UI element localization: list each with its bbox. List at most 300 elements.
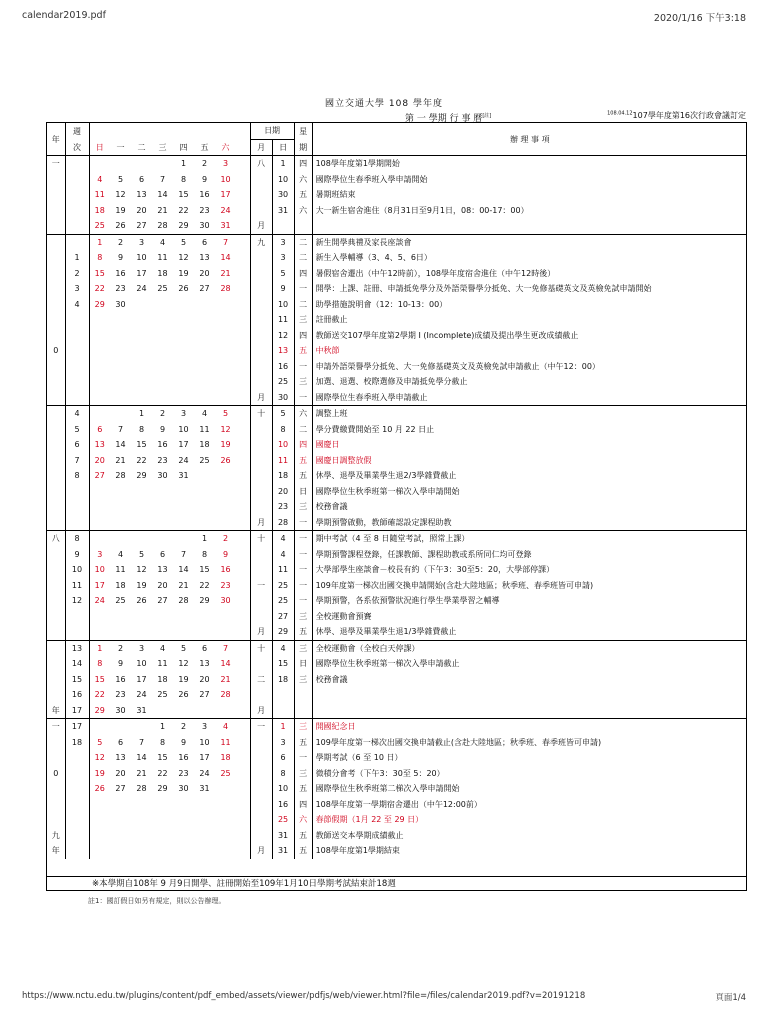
day-cell: 25 [199, 455, 210, 465]
day-cell: 12 [220, 424, 231, 434]
event-text: 108學年度第1學期開始 [315, 159, 400, 169]
day-cell: 16 [199, 190, 210, 200]
day-cell [131, 624, 152, 640]
day-cell: 4 [117, 549, 124, 559]
month-cell: 八 [250, 156, 272, 172]
day-cell: 8 [138, 424, 145, 434]
day-cell [215, 328, 236, 344]
day-cell: 8 [97, 253, 103, 263]
week-number [65, 609, 89, 625]
day-cell [194, 515, 215, 531]
year-cell [47, 172, 65, 188]
day-cell: 27 [94, 471, 105, 481]
weekday-cell: 六 [294, 406, 312, 422]
day-cell: 2 [201, 159, 208, 169]
calendar-row [47, 797, 747, 813]
event-text: 國際學位生春季班入學申請開始 [315, 174, 428, 184]
day-cell: 19 [220, 440, 231, 450]
day-cell: 24 [220, 205, 231, 215]
week-number [65, 343, 89, 359]
week-number [65, 187, 89, 203]
week-number [65, 828, 89, 844]
day-cell: 25 [157, 690, 168, 700]
day-cell: 5 [97, 737, 103, 747]
day-cell: 24 [178, 455, 189, 465]
weekday-cell: 四 [294, 156, 312, 172]
day-cell [194, 843, 215, 859]
day-cell: 28 [136, 784, 147, 794]
day-cell [194, 297, 215, 313]
day-cell: 25 [94, 221, 105, 231]
month-cell: 一 [250, 719, 272, 735]
day-cell: 4 [194, 406, 215, 422]
day-cell: 22 [199, 580, 210, 590]
day-cell [215, 390, 236, 406]
week-number [65, 312, 89, 328]
day-cell: 29 [136, 471, 147, 481]
calendar-row [47, 640, 747, 656]
day-cell: 31 [178, 471, 189, 481]
day-cell: 12 [178, 253, 189, 263]
week-number [65, 234, 89, 250]
event-text: 助學措施說明會（12：10-13：00） [315, 299, 448, 309]
day-cell [89, 359, 110, 375]
day-cell: 18 [220, 753, 231, 763]
header-thu: 四 [173, 139, 194, 156]
year-cell [47, 187, 65, 203]
day-cell [194, 499, 215, 515]
day-cell [152, 515, 173, 531]
page-url: https://www.nctu.edu.tw/plugins/content/pdf_embed/assets/viewer/pdfjs/web/viewer.html?file=/files/calendar2019.pdf?v=20191218 [22, 991, 586, 1001]
weekday-cell: 二 [294, 234, 312, 250]
day-cell: 2 [152, 406, 173, 422]
weekday-cell [294, 687, 312, 703]
week-number: 16 [65, 687, 89, 703]
date-cell: 25 [272, 374, 294, 390]
year-cell [47, 812, 65, 828]
month-cell [250, 656, 272, 672]
calendar-row [47, 234, 747, 250]
year-cell [47, 640, 65, 656]
day-cell [173, 312, 194, 328]
day-cell [131, 499, 152, 515]
day-cell [152, 797, 173, 813]
day-cell [110, 828, 131, 844]
weekday-cell: 三 [294, 640, 312, 656]
calendar-row [47, 531, 747, 547]
year-cell [47, 266, 65, 282]
day-cell [110, 515, 131, 531]
day-cell: 19 [115, 205, 126, 215]
day-cell [173, 609, 194, 625]
day-cell: 8 [180, 174, 187, 184]
calendar-row [47, 172, 747, 188]
day-cell: 7 [215, 234, 236, 250]
month-cell [250, 343, 272, 359]
header-sat: 六 [215, 139, 236, 156]
pdf-filename: calendar2019.pdf [22, 10, 106, 21]
week-number [65, 203, 89, 219]
event-text [312, 703, 747, 719]
day-cell: 1 [180, 159, 187, 169]
day-cell: 19 [94, 768, 105, 778]
year-cell [47, 234, 65, 250]
weekday-cell: 五 [294, 781, 312, 797]
header-fri: 五 [194, 139, 215, 156]
event-text [312, 687, 747, 703]
footnote: ※本學期自108年 9 月9日開學、註冊開始至109年1月10日學期考試結束計18週 [47, 876, 747, 892]
week-number: 10 [65, 562, 89, 578]
month-cell [250, 203, 272, 219]
day-cell: 12 [115, 190, 126, 200]
day-cell [110, 812, 131, 828]
month-cell: 十 [250, 531, 272, 547]
weekday-cell: 二 [294, 422, 312, 438]
year-cell [47, 281, 65, 297]
day-cell: 22 [157, 768, 168, 778]
week-number [65, 624, 89, 640]
week-number: 11 [65, 578, 89, 594]
day-cell: 10 [94, 565, 105, 575]
day-cell [194, 468, 215, 484]
day-cell [215, 374, 236, 390]
day-cell: 15 [94, 268, 105, 278]
year-cell [47, 437, 65, 453]
day-cell: 4 [152, 640, 173, 656]
footnote-2: 註1：國訂假日如另有規定，則以公告辦理。 [88, 897, 226, 905]
year-cell: 九 [47, 828, 65, 844]
day-cell [152, 390, 173, 406]
day-cell [89, 484, 110, 500]
day-cell [173, 531, 194, 547]
day-cell: 14 [220, 253, 231, 263]
day-cell: 13 [136, 190, 147, 200]
week-number [65, 781, 89, 797]
day-cell [89, 499, 110, 515]
weekday-cell: 五 [294, 828, 312, 844]
page-indicator: 頁面1/4 [715, 993, 746, 1003]
calendar-row [47, 359, 747, 375]
day-cell: 10 [199, 737, 210, 747]
event-text: 教師送交本學期成績截止 [315, 830, 404, 840]
day-cell [131, 297, 152, 313]
day-cell: 24 [199, 768, 210, 778]
day-cell [194, 343, 215, 359]
day-cell: 22 [178, 205, 189, 215]
month-cell [250, 609, 272, 625]
day-cell: 3 [173, 406, 194, 422]
day-cell: 18 [157, 674, 168, 684]
year-cell [47, 406, 65, 422]
day-cell: 26 [115, 221, 126, 231]
day-cell: 23 [115, 690, 126, 700]
day-cell: 28 [220, 284, 231, 294]
day-cell: 8 [159, 737, 166, 747]
day-cell [152, 609, 173, 625]
event-text: 學期預警，各系依預警狀況進行學生學業學習之輔導 [315, 596, 500, 606]
week-number: 6 [65, 437, 89, 453]
month-cell: 月 [250, 703, 272, 719]
week-number [65, 812, 89, 828]
date-cell: 12 [272, 328, 294, 344]
day-cell: 12 [136, 565, 147, 575]
calendar-row [47, 719, 747, 735]
event-text: 國際學位生春季班入學申請截止 [315, 392, 428, 402]
weekday-cell: 二 [294, 250, 312, 266]
calendar-row [47, 156, 747, 172]
day-cell: 23 [199, 205, 210, 215]
day-cell [194, 328, 215, 344]
day-cell: 7 [138, 737, 145, 747]
date-cell: 6 [272, 750, 294, 766]
day-cell: 26 [94, 784, 105, 794]
day-cell: 14 [220, 659, 231, 669]
date-cell: 25 [272, 578, 294, 594]
day-cell [194, 312, 215, 328]
day-cell: 21 [220, 268, 231, 278]
day-cell [110, 390, 131, 406]
day-cell: 8 [97, 659, 103, 669]
year-cell [47, 390, 65, 406]
day-cell: 5 [173, 640, 194, 656]
day-cell: 4 [97, 174, 103, 184]
calendar-row [47, 281, 747, 297]
year-cell: 年 [47, 703, 65, 719]
day-cell [215, 359, 236, 375]
day-cell [131, 515, 152, 531]
calendar-row [47, 609, 747, 625]
calendar-row [47, 656, 747, 672]
day-cell: 26 [136, 596, 147, 606]
date-cell: 9 [272, 281, 294, 297]
day-cell [152, 499, 173, 515]
day-cell: 28 [115, 471, 126, 481]
approval-note [607, 110, 746, 121]
date-cell: 4 [272, 640, 294, 656]
day-cell: 11 [94, 190, 105, 200]
month-cell: 月 [250, 515, 272, 531]
day-cell [194, 797, 215, 813]
day-cell: 3 [131, 234, 152, 250]
month-cell: 月 [250, 624, 272, 640]
date-cell: 4 [272, 547, 294, 563]
day-cell [110, 156, 131, 172]
day-cell: 6 [194, 234, 215, 250]
calendar-row [47, 843, 747, 859]
day-cell [215, 624, 236, 640]
day-cell [215, 812, 236, 828]
year-cell [47, 672, 65, 688]
year-cell [47, 484, 65, 500]
month-cell [250, 328, 272, 344]
day-cell [173, 828, 194, 844]
day-cell [152, 328, 173, 344]
calendar-row [47, 453, 747, 469]
subtitle-text: 第 一 學期 行 事 曆 [405, 114, 483, 124]
month-cell: 月 [250, 843, 272, 859]
day-cell [173, 812, 194, 828]
day-cell [131, 390, 152, 406]
day-cell [89, 312, 110, 328]
year-cell [47, 562, 65, 578]
day-cell: 18 [115, 580, 126, 590]
day-cell [194, 828, 215, 844]
day-cell [194, 609, 215, 625]
day-cell [152, 843, 173, 859]
weekday-cell: 一 [294, 515, 312, 531]
weekday-cell: 一 [294, 578, 312, 594]
print-datetime: 2020/1/16 下午3:18 [653, 13, 746, 24]
day-cell [131, 843, 152, 859]
day-cell: 16 [115, 268, 126, 278]
weekday-cell: 五 [294, 453, 312, 469]
date-cell: 16 [272, 797, 294, 813]
calendar-row [47, 578, 747, 594]
month-cell [250, 297, 272, 313]
day-cell: 30 [199, 221, 210, 231]
week-number [65, 843, 89, 859]
day-cell: 11 [115, 565, 126, 575]
event-text: 新生開學典禮及家長座談會 [312, 234, 747, 250]
day-cell [110, 359, 131, 375]
day-cell: 5 [138, 549, 145, 559]
day-cell: 19 [136, 580, 147, 590]
month-cell [250, 687, 272, 703]
day-cell: 27 [157, 596, 168, 606]
day-cell [110, 499, 131, 515]
date-cell [272, 703, 294, 719]
day-cell [110, 484, 131, 500]
day-cell: 31 [136, 705, 147, 715]
date-cell: 3 [272, 234, 294, 250]
day-cell: 25 [220, 768, 231, 778]
day-cell [110, 312, 131, 328]
week-number: 17 [65, 719, 89, 735]
event-text: 全校運動會預賽 [315, 611, 372, 621]
day-cell: 23 [220, 580, 231, 590]
event-text: 109學年度第一梯次出國交換申請截止(含赴大陸地區；秋季班、春季班皆可申請) [315, 737, 602, 747]
day-cell [152, 531, 173, 547]
month-cell [250, 499, 272, 515]
year-cell: 八 [47, 531, 65, 547]
day-cell: 25 [157, 284, 168, 294]
month-cell [250, 374, 272, 390]
event-text: 春節假期（1月 22 至 29 日） [315, 815, 424, 825]
year-cell [47, 609, 65, 625]
day-cell [110, 843, 131, 859]
day-cell: 7 [159, 174, 166, 184]
weekday-cell: 四 [294, 437, 312, 453]
day-cell: 20 [136, 205, 147, 215]
day-cell: 28 [157, 221, 168, 231]
weekday-cell: 六 [294, 172, 312, 188]
day-cell: 14 [157, 190, 168, 200]
day-cell [173, 484, 194, 500]
day-cell: 13 [199, 659, 210, 669]
week-number: 15 [65, 672, 89, 688]
day-cell [173, 297, 194, 313]
weekday-cell: 六 [294, 203, 312, 219]
day-cell: 17 [199, 753, 210, 763]
day-cell [173, 390, 194, 406]
day-cell: 27 [136, 221, 147, 231]
year-cell [47, 547, 65, 563]
month-cell: 十 [250, 406, 272, 422]
year-cell [47, 593, 65, 609]
day-cell: 17 [178, 440, 189, 450]
day-cell: 10 [136, 659, 147, 669]
weekday-cell: 日 [294, 656, 312, 672]
week-number: 4 [65, 297, 89, 313]
day-cell [152, 359, 173, 375]
date-cell: 3 [272, 250, 294, 266]
month-cell [250, 312, 272, 328]
day-cell: 29 [157, 784, 168, 794]
document-title: 國立交通大學 108 學年度 [325, 99, 443, 109]
day-cell [194, 359, 215, 375]
month-cell: 月 [250, 218, 272, 234]
event-text: 校務會議 [315, 502, 348, 512]
calendar-row [47, 812, 747, 828]
weekday-cell: 四 [294, 328, 312, 344]
day-cell [110, 343, 131, 359]
day-cell [215, 312, 236, 328]
calendar-row [47, 250, 747, 266]
day-cell: 20 [157, 580, 168, 590]
day-cell: 20 [199, 268, 210, 278]
calendar-table [47, 123, 747, 859]
week-number [65, 515, 89, 531]
week-number: 3 [65, 281, 89, 297]
day-cell: 10 [220, 174, 231, 184]
year-cell: 0 [47, 343, 65, 359]
event-text: 微積分會考（下午3：30至 5：20） [315, 768, 445, 778]
event-text: 新生入學輔導（3、4、5、6日） [315, 253, 432, 263]
day-cell [131, 359, 152, 375]
day-cell: 20 [115, 768, 126, 778]
date-cell: 31 [272, 828, 294, 844]
day-cell: 24 [136, 690, 147, 700]
day-cell [152, 297, 173, 313]
week-number [65, 156, 89, 172]
year-cell: 0 [47, 766, 65, 782]
day-cell: 13 [199, 253, 210, 263]
day-cell [89, 343, 110, 359]
weekday-cell: 三 [294, 499, 312, 515]
week-number: 5 [65, 422, 89, 438]
weekday-cell: 四 [294, 797, 312, 813]
month-cell: 二 [250, 672, 272, 688]
event-text: 大學部學生座談會－校長有約（下午3：30至5：20，大學部停課） [315, 565, 555, 575]
calendar-row [47, 328, 747, 344]
year-cell [47, 624, 65, 640]
calendar-row [47, 312, 747, 328]
day-cell: 24 [136, 284, 147, 294]
day-cell [152, 484, 173, 500]
year-cell [47, 312, 65, 328]
event-text: 註冊截止 [315, 315, 348, 325]
week-number: 4 [65, 406, 89, 422]
day-cell: 2 [110, 234, 131, 250]
day-cell: 16 [157, 440, 168, 450]
day-cell [194, 812, 215, 828]
day-cell: 16 [220, 565, 231, 575]
header-week-2: 次 [65, 139, 89, 156]
day-cell [89, 609, 110, 625]
day-cell [131, 828, 152, 844]
weekday-cell: 五 [294, 187, 312, 203]
day-cell: 6 [97, 424, 103, 434]
